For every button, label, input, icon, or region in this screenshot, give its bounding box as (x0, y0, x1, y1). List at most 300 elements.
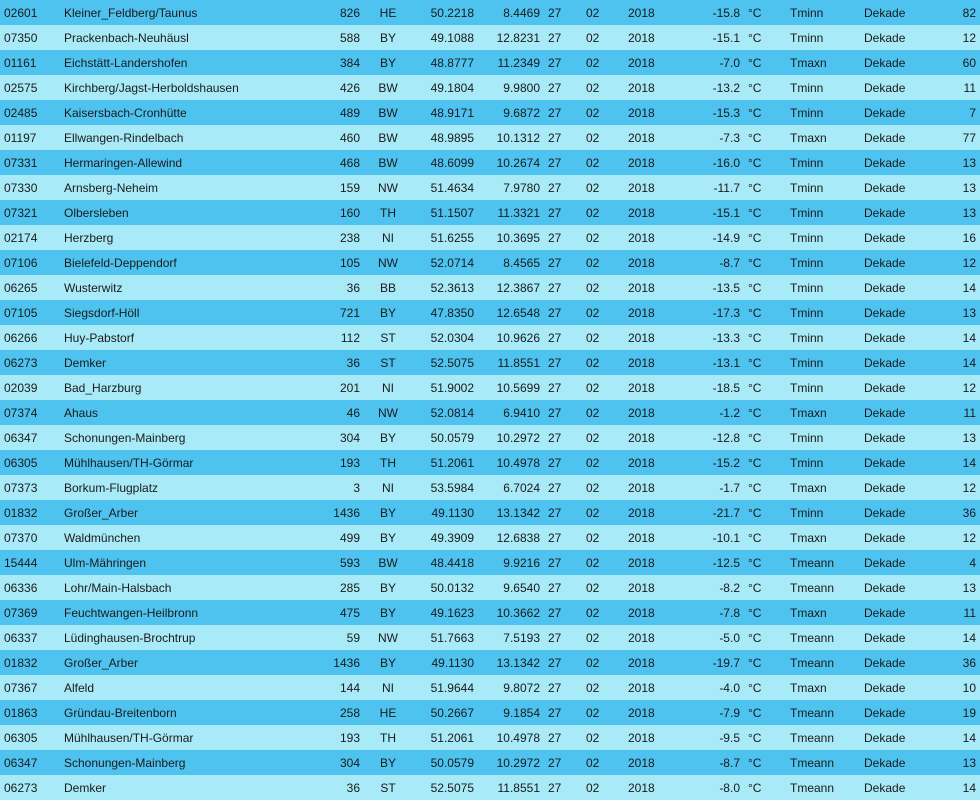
cell-period: Dekade (860, 125, 932, 150)
cell-unit: °C (744, 750, 786, 775)
cell-state: BY (364, 600, 412, 625)
cell-count: 14 (932, 275, 980, 300)
cell-parameter: Tmaxn (786, 50, 860, 75)
cell-latitude: 49.1130 (412, 500, 478, 525)
cell-count: 16 (932, 225, 980, 250)
cell-longitude: 6.9410 (478, 400, 544, 425)
cell-state: BW (364, 150, 412, 175)
cell-station-id: 07370 (0, 525, 60, 550)
cell-month: 02 (582, 50, 624, 75)
cell-value: -9.5 (678, 725, 744, 750)
cell-month: 02 (582, 150, 624, 175)
cell-day: 27 (544, 625, 582, 650)
table-row (0, 675, 980, 700)
cell-month: 02 (582, 525, 624, 550)
cell-altitude: 304 (300, 750, 364, 775)
cell-unit: °C (744, 600, 786, 625)
cell-station-id: 07373 (0, 475, 60, 500)
cell-month: 02 (582, 325, 624, 350)
cell-parameter: Tminn (786, 500, 860, 525)
cell-station-id: 06273 (0, 350, 60, 375)
cell-count: 13 (932, 750, 980, 775)
cell-longitude: 11.8551 (478, 350, 544, 375)
cell-unit: °C (744, 450, 786, 475)
cell-latitude: 48.9895 (412, 125, 478, 150)
cell-year: 2018 (624, 700, 678, 725)
cell-unit: °C (744, 575, 786, 600)
cell-parameter: Tminn (786, 75, 860, 100)
cell-month: 02 (582, 600, 624, 625)
cell-year: 2018 (624, 175, 678, 200)
cell-station-id: 01863 (0, 700, 60, 725)
cell-count: 14 (932, 350, 980, 375)
cell-day: 27 (544, 725, 582, 750)
cell-value: -13.3 (678, 325, 744, 350)
cell-latitude: 52.3613 (412, 275, 478, 300)
cell-count: 4 (932, 550, 980, 575)
cell-station-id: 02601 (0, 0, 60, 25)
cell-parameter: Tmaxn (786, 600, 860, 625)
cell-station-id: 06273 (0, 775, 60, 800)
cell-count: 19 (932, 700, 980, 725)
cell-count: 14 (932, 325, 980, 350)
cell-value: -1.2 (678, 400, 744, 425)
cell-latitude: 50.0579 (412, 425, 478, 450)
table-row (0, 125, 980, 150)
cell-day: 27 (544, 650, 582, 675)
cell-year: 2018 (624, 500, 678, 525)
cell-station-id: 01161 (0, 50, 60, 75)
cell-period: Dekade (860, 50, 932, 75)
cell-parameter: Tmeann (786, 550, 860, 575)
cell-longitude: 10.4978 (478, 725, 544, 750)
cell-year: 2018 (624, 375, 678, 400)
cell-state: NI (364, 375, 412, 400)
cell-period: Dekade (860, 400, 932, 425)
cell-station-name: Siegsdorf-Höll (60, 300, 300, 325)
cell-unit: °C (744, 75, 786, 100)
cell-altitude: 46 (300, 400, 364, 425)
cell-value: -7.9 (678, 700, 744, 725)
cell-count: 36 (932, 500, 980, 525)
cell-month: 02 (582, 250, 624, 275)
cell-month: 02 (582, 350, 624, 375)
cell-value: -15.1 (678, 200, 744, 225)
cell-altitude: 193 (300, 725, 364, 750)
cell-altitude: 826 (300, 0, 364, 25)
cell-value: -1.7 (678, 475, 744, 500)
cell-parameter: Tminn (786, 150, 860, 175)
cell-altitude: 468 (300, 150, 364, 175)
cell-station-name: Mühlhausen/TH-Görmar (60, 450, 300, 475)
cell-parameter: Tminn (786, 325, 860, 350)
cell-value: -12.5 (678, 550, 744, 575)
cell-state: BY (364, 650, 412, 675)
cell-latitude: 50.2218 (412, 0, 478, 25)
cell-longitude: 9.1854 (478, 700, 544, 725)
cell-station-name: Bad_Harzburg (60, 375, 300, 400)
cell-latitude: 51.4634 (412, 175, 478, 200)
cell-state: NW (364, 625, 412, 650)
cell-altitude: 238 (300, 225, 364, 250)
cell-altitude: 475 (300, 600, 364, 625)
cell-altitude: 285 (300, 575, 364, 600)
cell-count: 13 (932, 175, 980, 200)
cell-latitude: 50.0132 (412, 575, 478, 600)
cell-longitude: 10.2674 (478, 150, 544, 175)
cell-unit: °C (744, 125, 786, 150)
cell-count: 13 (932, 300, 980, 325)
table-row (0, 400, 980, 425)
cell-state: BY (364, 50, 412, 75)
cell-count: 11 (932, 600, 980, 625)
cell-year: 2018 (624, 750, 678, 775)
cell-day: 27 (544, 675, 582, 700)
cell-day: 27 (544, 575, 582, 600)
cell-day: 27 (544, 50, 582, 75)
cell-unit: °C (744, 700, 786, 725)
table-row (0, 725, 980, 750)
cell-altitude: 426 (300, 75, 364, 100)
cell-day: 27 (544, 400, 582, 425)
cell-count: 13 (932, 575, 980, 600)
cell-year: 2018 (624, 150, 678, 175)
cell-longitude: 12.6548 (478, 300, 544, 325)
cell-latitude: 49.1130 (412, 650, 478, 675)
table-row (0, 225, 980, 250)
cell-altitude: 499 (300, 525, 364, 550)
cell-month: 02 (582, 700, 624, 725)
cell-state: HE (364, 0, 412, 25)
cell-period: Dekade (860, 550, 932, 575)
cell-station-id: 07369 (0, 600, 60, 625)
cell-latitude: 52.0714 (412, 250, 478, 275)
cell-unit: °C (744, 200, 786, 225)
cell-station-name: Waldmünchen (60, 525, 300, 550)
cell-state: BW (364, 75, 412, 100)
table-row (0, 75, 980, 100)
cell-year: 2018 (624, 425, 678, 450)
cell-state: TH (364, 725, 412, 750)
cell-parameter: Tminn (786, 375, 860, 400)
cell-value: -13.5 (678, 275, 744, 300)
cell-month: 02 (582, 725, 624, 750)
cell-station-name: Lüdinghausen-Brochtrup (60, 625, 300, 650)
cell-month: 02 (582, 275, 624, 300)
cell-altitude: 593 (300, 550, 364, 575)
cell-state: TH (364, 200, 412, 225)
cell-count: 10 (932, 675, 980, 700)
cell-longitude: 12.6838 (478, 525, 544, 550)
cell-day: 27 (544, 250, 582, 275)
cell-state: ST (364, 325, 412, 350)
cell-year: 2018 (624, 400, 678, 425)
cell-count: 12 (932, 475, 980, 500)
cell-longitude: 7.5193 (478, 625, 544, 650)
cell-state: TH (364, 450, 412, 475)
cell-period: Dekade (860, 700, 932, 725)
cell-period: Dekade (860, 325, 932, 350)
cell-parameter: Tmeann (786, 625, 860, 650)
cell-station-name: Ellwangen-Rindelbach (60, 125, 300, 150)
cell-station-id: 07105 (0, 300, 60, 325)
cell-longitude: 8.4565 (478, 250, 544, 275)
cell-parameter: Tminn (786, 425, 860, 450)
cell-period: Dekade (860, 575, 932, 600)
cell-state: BY (364, 300, 412, 325)
cell-state: NW (364, 250, 412, 275)
cell-value: -15.2 (678, 450, 744, 475)
table-row (0, 275, 980, 300)
cell-latitude: 48.9171 (412, 100, 478, 125)
cell-year: 2018 (624, 725, 678, 750)
cell-state: BW (364, 125, 412, 150)
cell-year: 2018 (624, 350, 678, 375)
table-row (0, 0, 980, 25)
cell-latitude: 51.2061 (412, 725, 478, 750)
cell-unit: °C (744, 475, 786, 500)
cell-latitude: 51.6255 (412, 225, 478, 250)
cell-unit: °C (744, 50, 786, 75)
cell-parameter: Tmeann (786, 700, 860, 725)
cell-month: 02 (582, 0, 624, 25)
cell-station-name: Olbersleben (60, 200, 300, 225)
cell-altitude: 258 (300, 700, 364, 725)
table-row (0, 750, 980, 775)
cell-altitude: 159 (300, 175, 364, 200)
cell-value: -12.8 (678, 425, 744, 450)
cell-year: 2018 (624, 200, 678, 225)
cell-longitude: 10.3695 (478, 225, 544, 250)
cell-month: 02 (582, 625, 624, 650)
cell-station-name: Kleiner_Feldberg/Taunus (60, 0, 300, 25)
cell-latitude: 49.3909 (412, 525, 478, 550)
cell-value: -7.8 (678, 600, 744, 625)
cell-period: Dekade (860, 375, 932, 400)
cell-longitude: 10.2972 (478, 750, 544, 775)
cell-year: 2018 (624, 50, 678, 75)
cell-altitude: 489 (300, 100, 364, 125)
cell-year: 2018 (624, 575, 678, 600)
cell-station-id: 02575 (0, 75, 60, 100)
cell-state: ST (364, 350, 412, 375)
cell-parameter: Tminn (786, 300, 860, 325)
cell-day: 27 (544, 300, 582, 325)
cell-month: 02 (582, 225, 624, 250)
cell-state: BW (364, 550, 412, 575)
cell-parameter: Tminn (786, 200, 860, 225)
cell-month: 02 (582, 450, 624, 475)
cell-station-id: 07331 (0, 150, 60, 175)
cell-count: 14 (932, 775, 980, 800)
cell-period: Dekade (860, 150, 932, 175)
cell-altitude: 384 (300, 50, 364, 75)
cell-period: Dekade (860, 300, 932, 325)
cell-station-name: Mühlhausen/TH-Görmar (60, 725, 300, 750)
cell-station-id: 06266 (0, 325, 60, 350)
cell-period: Dekade (860, 600, 932, 625)
cell-day: 27 (544, 375, 582, 400)
cell-period: Dekade (860, 225, 932, 250)
cell-parameter: Tminn (786, 100, 860, 125)
cell-period: Dekade (860, 175, 932, 200)
cell-state: HE (364, 700, 412, 725)
cell-longitude: 12.3867 (478, 275, 544, 300)
cell-count: 11 (932, 75, 980, 100)
cell-station-name: Arnsberg-Neheim (60, 175, 300, 200)
table-row (0, 775, 980, 800)
cell-value: -19.7 (678, 650, 744, 675)
cell-longitude: 13.1342 (478, 650, 544, 675)
table-row (0, 175, 980, 200)
cell-period: Dekade (860, 200, 932, 225)
cell-parameter: Tmaxn (786, 125, 860, 150)
cell-latitude: 50.0579 (412, 750, 478, 775)
cell-count: 60 (932, 50, 980, 75)
cell-longitude: 10.9626 (478, 325, 544, 350)
cell-month: 02 (582, 575, 624, 600)
cell-day: 27 (544, 475, 582, 500)
cell-value: -15.1 (678, 25, 744, 50)
cell-station-name: Demker (60, 350, 300, 375)
cell-unit: °C (744, 300, 786, 325)
cell-altitude: 59 (300, 625, 364, 650)
cell-latitude: 52.0814 (412, 400, 478, 425)
cell-day: 27 (544, 775, 582, 800)
cell-latitude: 48.6099 (412, 150, 478, 175)
cell-value: -7.0 (678, 50, 744, 75)
cell-period: Dekade (860, 75, 932, 100)
cell-longitude: 10.3662 (478, 600, 544, 625)
cell-day: 27 (544, 25, 582, 50)
cell-latitude: 51.1507 (412, 200, 478, 225)
cell-altitude: 112 (300, 325, 364, 350)
cell-unit: °C (744, 275, 786, 300)
cell-station-id: 15444 (0, 550, 60, 575)
cell-unit: °C (744, 675, 786, 700)
cell-longitude: 11.3321 (478, 200, 544, 225)
cell-station-id: 06337 (0, 625, 60, 650)
cell-parameter: Tminn (786, 450, 860, 475)
cell-station-id: 02485 (0, 100, 60, 125)
cell-longitude: 9.8072 (478, 675, 544, 700)
table-row (0, 375, 980, 400)
cell-parameter: Tmeann (786, 575, 860, 600)
cell-day: 27 (544, 125, 582, 150)
cell-latitude: 47.8350 (412, 300, 478, 325)
cell-parameter: Tmaxn (786, 675, 860, 700)
cell-station-name: Großer_Arber (60, 650, 300, 675)
cell-day: 27 (544, 75, 582, 100)
cell-period: Dekade (860, 525, 932, 550)
cell-year: 2018 (624, 550, 678, 575)
table-row (0, 575, 980, 600)
cell-value: -21.7 (678, 500, 744, 525)
cell-year: 2018 (624, 775, 678, 800)
cell-altitude: 1436 (300, 500, 364, 525)
cell-longitude: 10.4978 (478, 450, 544, 475)
cell-day: 27 (544, 225, 582, 250)
cell-altitude: 3 (300, 475, 364, 500)
cell-unit: °C (744, 175, 786, 200)
cell-state: NW (364, 400, 412, 425)
cell-latitude: 51.7663 (412, 625, 478, 650)
cell-value: -11.7 (678, 175, 744, 200)
cell-year: 2018 (624, 475, 678, 500)
cell-longitude: 10.2972 (478, 425, 544, 450)
cell-value: -4.0 (678, 675, 744, 700)
cell-month: 02 (582, 425, 624, 450)
cell-period: Dekade (860, 450, 932, 475)
cell-longitude: 10.5699 (478, 375, 544, 400)
cell-year: 2018 (624, 525, 678, 550)
cell-state: BY (364, 750, 412, 775)
cell-period: Dekade (860, 650, 932, 675)
cell-parameter: Tmaxn (786, 400, 860, 425)
cell-value: -16.0 (678, 150, 744, 175)
cell-altitude: 201 (300, 375, 364, 400)
cell-count: 12 (932, 25, 980, 50)
cell-station-id: 07367 (0, 675, 60, 700)
cell-unit: °C (744, 100, 786, 125)
cell-station-id: 06336 (0, 575, 60, 600)
table-row (0, 350, 980, 375)
cell-longitude: 6.7024 (478, 475, 544, 500)
cell-count: 14 (932, 625, 980, 650)
cell-period: Dekade (860, 0, 932, 25)
cell-state: NW (364, 175, 412, 200)
cell-unit: °C (744, 325, 786, 350)
cell-altitude: 160 (300, 200, 364, 225)
cell-latitude: 48.4418 (412, 550, 478, 575)
cell-unit: °C (744, 625, 786, 650)
cell-count: 12 (932, 250, 980, 275)
cell-month: 02 (582, 375, 624, 400)
table-row (0, 625, 980, 650)
cell-value: -15.8 (678, 0, 744, 25)
cell-period: Dekade (860, 625, 932, 650)
cell-station-name: Eichstätt-Landershofen (60, 50, 300, 75)
cell-unit: °C (744, 0, 786, 25)
cell-longitude: 9.6872 (478, 100, 544, 125)
cell-state: NI (364, 475, 412, 500)
cell-unit: °C (744, 375, 786, 400)
cell-latitude: 48.8777 (412, 50, 478, 75)
cell-unit: °C (744, 525, 786, 550)
cell-month: 02 (582, 175, 624, 200)
cell-station-name: Wusterwitz (60, 275, 300, 300)
cell-day: 27 (544, 700, 582, 725)
cell-altitude: 588 (300, 25, 364, 50)
table-row (0, 550, 980, 575)
cell-count: 82 (932, 0, 980, 25)
cell-station-name: Hermaringen-Allewind (60, 150, 300, 175)
table-row (0, 600, 980, 625)
cell-year: 2018 (624, 225, 678, 250)
cell-unit: °C (744, 400, 786, 425)
cell-day: 27 (544, 600, 582, 625)
cell-year: 2018 (624, 300, 678, 325)
cell-station-name: Ulm-Mähringen (60, 550, 300, 575)
cell-station-name: Lohr/Main-Halsbach (60, 575, 300, 600)
cell-count: 36 (932, 650, 980, 675)
cell-day: 27 (544, 525, 582, 550)
cell-altitude: 1436 (300, 650, 364, 675)
cell-value: -18.5 (678, 375, 744, 400)
cell-station-name: Ahaus (60, 400, 300, 425)
table-row (0, 450, 980, 475)
cell-day: 27 (544, 200, 582, 225)
